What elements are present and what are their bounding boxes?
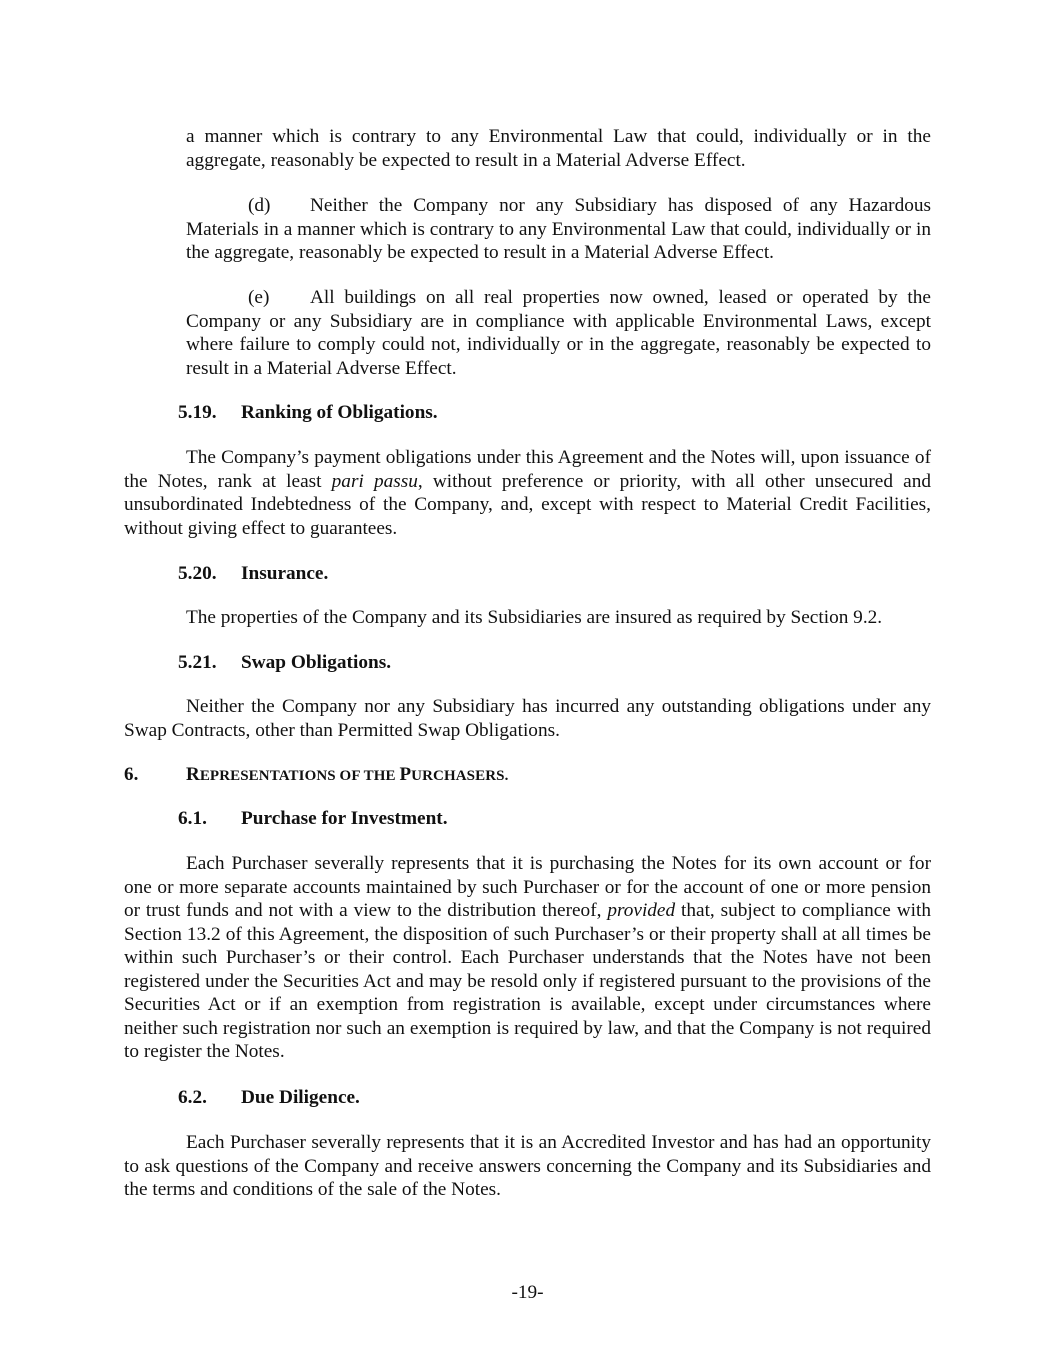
para-5-19-text-b: , without preference or priority, with all other unsecured and unsubordinated Indebtedness of the Company, and, except with respect to Material Credit Facilities, without giving effect to guarantees. bbox=[124, 470, 931, 539]
paragraph-6-2: Each Purchaser severally represents that it is an Accredited Investor and has had an opportunity to ask questions of the Company and receive answers concerning the Company and its Subsidiaries and the terms and conditions of the sale of the Notes. bbox=[124, 1132, 931, 1200]
clause-d-text: Neither the Company nor any Subsidiary has disposed of any Hazardous Materials in a manner which is contrary to any Environmental Law that could, individually or in the aggregate, reasonably be expected to result in a Material Adverse Effect. bbox=[186, 195, 931, 263]
clause-d-label: (d) bbox=[248, 195, 271, 216]
heading-6-1 bbox=[178, 807, 448, 831]
clause-e-label: (e) bbox=[248, 287, 270, 308]
paragraph-5-20: The properties of the Company and its Subsidiaries are insured as required by Section 9.2. bbox=[186, 607, 883, 628]
title-cap-p: P bbox=[399, 764, 412, 785]
title-cap-r: R bbox=[186, 764, 200, 785]
page-number: -19- bbox=[511, 1282, 544, 1303]
paragraph-6-1 bbox=[124, 852, 931, 1064]
para-5-19-italic: pari passu bbox=[331, 470, 418, 492]
paragraph-5-21: Neither the Company nor any Subsidiary has incurred any outstanding obligations under any Swap Contracts, other than Permitted Swap Obligations. bbox=[124, 696, 931, 741]
heading-5-20-title: Insurance. bbox=[241, 563, 329, 584]
heading-6-2-title: Due Diligence. bbox=[241, 1087, 360, 1108]
title-smallcaps-a: EPRESENTATIONS OF THE bbox=[199, 768, 400, 784]
para-6-1-italic: provided bbox=[607, 900, 676, 921]
para-6-1-text-b: that, subject to compliance with Section 13.2 of this Agreement, the disposition of such Purchaser’s or their property shall at all times be within such Purchaser’s or their control. Each Purchaser understands that the Notes have not been registered under the Securities Act and may be resold only if registered pursuant to the provisions of the Securities Act or if an exemption from registration is available, except under circumstances where neither such registration nor such an exemption is required by law, and that the Company is not required to register the Notes. bbox=[124, 900, 931, 1062]
heading-5-21 bbox=[178, 651, 391, 675]
title-smallcaps-b: URCHASERS bbox=[411, 768, 505, 784]
heading-6-1-number: 6.1. bbox=[178, 808, 207, 829]
para-6-1-text-a: Each Purchaser severally represents that it is purchasing the Notes for its own account or for one or more separate accounts maintained by such Purchaser or for the account of one or more pension or trust funds and not with a view to the distribution thereof, bbox=[124, 853, 931, 921]
section-6-number: 6. bbox=[124, 764, 139, 785]
clause-d bbox=[186, 194, 931, 265]
heading-5-20-number: 5.20. bbox=[178, 563, 217, 584]
title-period: . bbox=[504, 768, 509, 784]
heading-5-19 bbox=[178, 401, 438, 425]
heading-6-2-number: 6.2. bbox=[178, 1087, 207, 1108]
heading-5-19-title: Ranking of Obligations. bbox=[241, 402, 438, 423]
heading-6-1-title: Purchase for Investment. bbox=[241, 808, 448, 829]
section-6-heading bbox=[124, 763, 508, 789]
para-5-19-text-a: The Company’s payment obligations under this Agreement and the Notes will, upon issuance of the Notes, rank at least bbox=[124, 447, 931, 492]
heading-6-2 bbox=[178, 1086, 360, 1110]
heading-5-20 bbox=[178, 562, 328, 586]
continued-paragraph: a manner which is contrary to any Environmental Law that could, individually or in the aggregate, reasonably be expected to result in a Material Adverse Effect. bbox=[186, 126, 931, 171]
paragraph-5-19 bbox=[124, 446, 931, 540]
heading-5-21-title: Swap Obligations. bbox=[241, 652, 392, 673]
heading-5-19-number: 5.19. bbox=[178, 402, 217, 423]
heading-5-21-number: 5.21. bbox=[178, 652, 217, 673]
clause-e bbox=[186, 286, 931, 380]
clause-e-text: All buildings on all real properties now owned, leased or operated by the Company or any Subsidiary are in compliance with applicable Environmental Laws, except where failure to comply could not, individually or in the aggregate, reasonably be expected to result in a Material Adverse Effect. bbox=[186, 287, 931, 379]
